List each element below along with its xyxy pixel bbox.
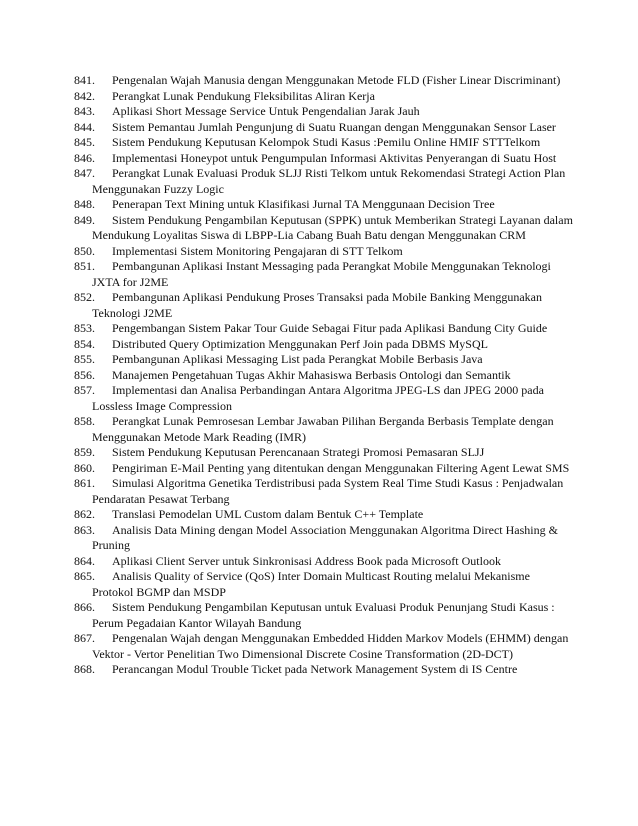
entry-title: Implementasi dan Analisa Perbandingan Antara Algoritma JPEG-LS dan JPEG 2000 pada Lossless Image Compression	[92, 383, 544, 413]
entry-number: 865.	[74, 569, 95, 583]
entry-number: 847.	[74, 166, 95, 180]
entry-number: 856.	[74, 367, 95, 382]
entry-title: Sistem Pendukung Keputusan Perencanaan Strategi Promosi Pemasaran SLJJ	[112, 445, 485, 459]
list-item	[74, 290, 574, 321]
document-page	[74, 73, 574, 678]
list-item	[74, 569, 574, 600]
entry-number: 857.	[74, 383, 95, 397]
entry-title: Pembangunan Aplikasi Messaging List pada Perangkat Mobile Berbasis Java	[112, 352, 483, 366]
entry-title: Distributed Query Optimization Menggunakan Perf Join pada DBMS MySQL	[112, 336, 488, 351]
entry-title: Implementasi Honeypot untuk Pengumpulan Informasi Aktivitas Penyerangan di Suatu Host	[112, 150, 557, 165]
list-item	[74, 461, 574, 477]
entry-title: Pengembangan Sistem Pakar Tour Guide Sebagai Fitur pada Aplikasi Bandung City Guide	[112, 321, 548, 335]
list-item	[74, 166, 574, 197]
entry-title: Aplikasi Short Message Service Untuk Pengendalian Jarak Jauh	[112, 104, 420, 118]
entry-title: Perangkat Lunak Pemrosesan Lembar Jawaban Pilihan Berganda Berbasis Template dengan Menggunakan Metode Mark Reading (IMR)	[92, 414, 554, 444]
list-item	[74, 104, 574, 120]
list-item	[74, 414, 574, 445]
list-item	[74, 352, 574, 368]
list-item	[74, 507, 574, 523]
entry-title: Sistem Pendukung Keputusan Kelompok Studi Kasus :Pemilu Online HMIF STTTelkom	[112, 135, 541, 149]
list-item	[74, 631, 574, 662]
entry-number: 852.	[74, 290, 95, 304]
list-item	[74, 197, 574, 213]
entry-title: Pengenalan Wajah dengan Menggunakan Embedded Hidden Markov Models (EHMM) dengan Vektor - Vertor Penelitian Two Dimensional Discrete Cosine Transformation (2D-DCT)	[92, 631, 569, 661]
entry-title: Sistem Pendukung Pengambilan Keputusan (SPPK) untuk Memberikan Strategi Layanan dalam Mendukung Loyalitas Siswa di LBPP-Lia Cabang Buah Batu dengan Menggunakan CRM	[92, 212, 573, 242]
entry-title: Implementasi Sistem Monitoring Pengajaran di STT Telkom	[112, 243, 403, 258]
list-item	[74, 73, 574, 89]
list-item	[74, 259, 574, 290]
entry-title: Analisis Data Mining dengan Model Association Menggunakan Algoritma Direct Hashing & Pruning	[92, 522, 558, 552]
entry-title: Perancangan Modul Trouble Ticket pada Network Management System di IS Centre	[112, 662, 518, 676]
list-item	[74, 600, 574, 631]
entry-title: Pembangunan Aplikasi Instant Messaging pada Perangkat Mobile Menggunakan Teknologi JXTA for J2ME	[92, 259, 551, 289]
entry-title: Manajemen Pengetahuan Tugas Akhir Mahasiswa Berbasis Ontologi dan Semantik	[112, 367, 511, 382]
entry-title: Sistem Pemantau Jumlah Pengunjung di Suatu Ruangan dengan Menggunakan Sensor Laser	[112, 119, 556, 134]
entry-number: 844.	[74, 119, 95, 134]
entry-number: 855.	[74, 352, 95, 366]
entry-number: 845.	[74, 135, 95, 149]
entry-title: Perangkat Lunak Pendukung Fleksibilitas Aliran Kerja	[112, 88, 375, 103]
list-item	[74, 523, 574, 554]
list-item	[74, 213, 574, 244]
list-item	[74, 89, 574, 105]
list-item	[74, 445, 574, 461]
entry-number: 862.	[74, 507, 95, 521]
entry-title: Aplikasi Client Server untuk Sinkronisasi Address Book pada Microsoft Outlook	[112, 553, 501, 568]
entry-number: 868.	[74, 662, 95, 676]
entry-title: Pembangunan Aplikasi Pendukung Proses Transaksi pada Mobile Banking Menggunakan Teknologi J2ME	[92, 290, 542, 320]
list-item	[74, 337, 574, 353]
list-item	[74, 321, 574, 337]
list-item	[74, 244, 574, 260]
entry-number: 846.	[74, 150, 95, 165]
entry-number: 848.	[74, 197, 95, 211]
entry-number: 858.	[74, 414, 95, 428]
entry-number: 851.	[74, 259, 95, 273]
list-item	[74, 120, 574, 136]
entry-number: 866.	[74, 600, 95, 614]
entry-title: Perangkat Lunak Evaluasi Produk SLJJ Risti Telkom untuk Rekomendasi Strategi Action Plan Menggunakan Fuzzy Logic	[92, 166, 566, 196]
list-item	[74, 368, 574, 384]
entry-number: 861.	[74, 476, 95, 490]
entry-number: 863.	[74, 522, 95, 537]
entry-number: 854.	[74, 336, 95, 351]
entry-title: Sistem Pendukung Pengambilan Keputusan untuk Evaluasi Produk Penunjang Studi Kasus : Perum Pegadaian Kantor Wilayah Bandung	[92, 600, 555, 630]
list-item	[74, 383, 574, 414]
entry-title: Simulasi Algoritma Genetika Terdistribusi pada System Real Time Studi Kasus : Penjadwalan Pendaratan Pesawat Terbang	[92, 476, 564, 506]
entry-number: 864.	[74, 553, 95, 568]
entry-number: 860.	[74, 460, 95, 475]
entry-number: 842.	[74, 88, 95, 103]
entry-number: 853.	[74, 321, 95, 335]
entry-title: Translasi Pemodelan UML Custom dalam Bentuk C++ Template	[112, 507, 424, 521]
list-item	[74, 662, 574, 678]
list-item	[74, 151, 574, 167]
entry-title: Penerapan Text Mining untuk Klasifikasi Jurnal TA Menggunaan Decision Tree	[112, 197, 495, 211]
list-item	[74, 554, 574, 570]
entry-number: 859.	[74, 445, 95, 459]
entry-number: 850.	[74, 243, 95, 258]
list-item	[74, 476, 574, 507]
entry-title: Analisis Quality of Service (QoS) Inter Domain Multicast Routing melalui Mekanisme Protokol BGMP dan MSDP	[92, 569, 530, 599]
entry-title: Pengiriman E-Mail Penting yang ditentukan dengan Menggunakan Filtering Agent Lewat SMS	[112, 460, 570, 475]
entry-number: 841.	[74, 73, 95, 87]
entry-title: Pengenalan Wajah Manusia dengan Menggunakan Metode FLD (Fisher Linear Discriminant)	[112, 73, 561, 87]
entry-number: 843.	[74, 104, 95, 118]
entry-number: 867.	[74, 631, 95, 645]
list-item	[74, 135, 574, 151]
entry-number: 849.	[74, 212, 95, 227]
